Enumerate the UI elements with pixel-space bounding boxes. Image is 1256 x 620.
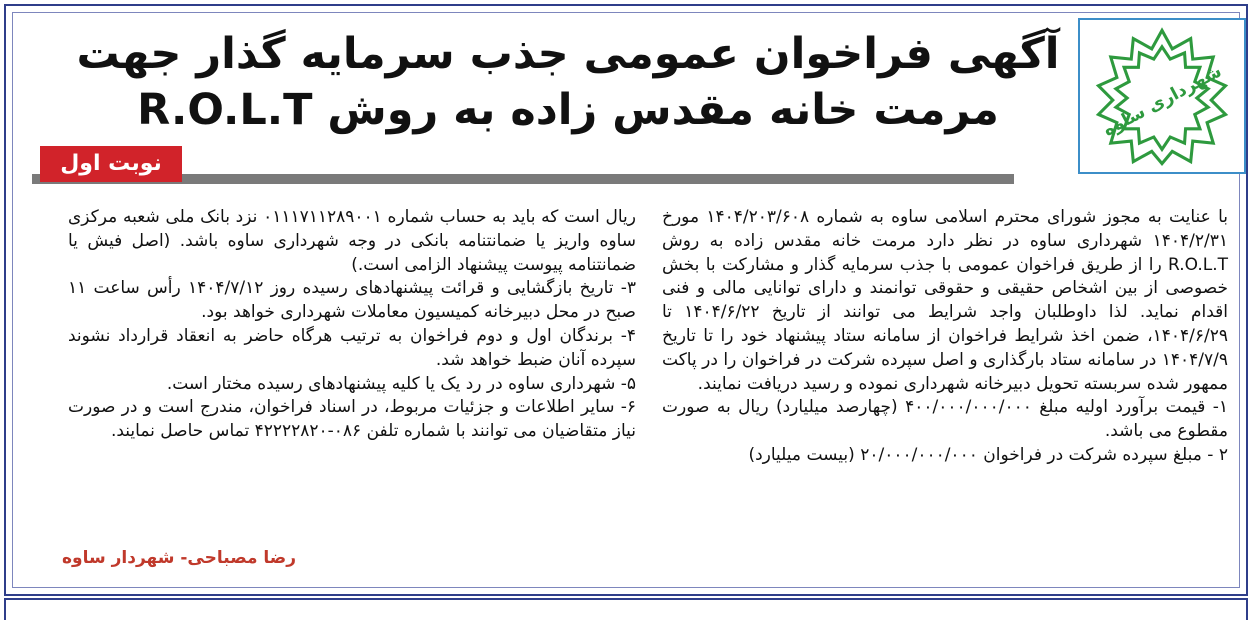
- clause-1: ۱- قیمت برآورد اولیه مبلغ ۴۰۰/۰۰۰/۰۰۰/۰۰۰ (چهارصد میلیارد) ریال به صورت مقطوع می باشد.: [662, 397, 1228, 442]
- title-line-1: آگهی فراخوان عمومی جذب سرمایه گذار جهت: [76, 29, 1060, 79]
- clause-5: ۵- شهرداری ساوه در رد یک یا کلیه پیشنهادهای رسیده مختار است.: [166, 373, 636, 394]
- title-line-2: مرمت خانه مقدس زاده به روش R.O.L.T: [137, 85, 999, 135]
- clause-6: ۶- سایر اطلاعات و جزئیات مربوط، در اسناد فراخوان، مندرج است و در صورت نیاز متقاضیان می توانند با شماره تلفن ۰۸۶-۴۲۲۲۲۸۲۰ تماس حاصل نمایند.: [68, 397, 636, 442]
- notice-column-right: [662, 206, 1228, 468]
- logo-emblem-icon: [1080, 20, 1244, 172]
- clause-3: ۳- تاریخ بازگشایی و قرائت پیشنهادهای رسیده روز ۱۴۰۴/۷/۱۲ رأس ساعت ۱۱ صبح در محل دبیرخانه کمیسیون معاملات شهرداری خواهد بود.: [68, 278, 637, 323]
- clause-2: ۲ - مبلغ سپرده شرکت در فراخوان ۲۰/۰۰۰/۰۰۰/۰۰۰ (بیست میلیارد): [748, 444, 1228, 465]
- publication-round-badge: نوبت اول: [40, 146, 182, 182]
- mayor-signature: رضا مصباحی- شهردار ساوه: [61, 548, 296, 568]
- saveh-municipality-logo: [1078, 18, 1246, 174]
- clause-4: ۴- برندگان اول و دوم فراخوان به ترتیب هرگاه حاضر به انعقاد قرارداد نشوند سپرده آنان ضبط خواهد شد.: [68, 325, 636, 370]
- intro-paragraph: با عنایت به مجوز شورای محترم اسلامی ساوه به شماره ۱۴۰۴/۲۰۳/۶۰۸ مورخ ۱۴۰۴/۲/۳۱ شهرداری ساوه در نظر دارد مرمت خانه مقدس زاده به روش R.O.L.T را از طریق فراخوان عمومی با جذب سرمایه گذار و مشارکت با بخش خصوصی از بین اشخاص حقیقی و حقوقی توانمند و دارای توانایی مالی و فنی اقدام نماید. لذا داوطلبان واجد شرایط می توانند از تاریخ ۱۴۰۴/۶/۲۲ تا ۱۴۰۴/۶/۲۹، ضمن اخذ شرایط فراخوان از سامانه ستاد پیشنهاد خود را تا تاریخ ۱۴۰۴/۷/۹ در سامانه ستاد بارگذاری و اصل سپرده شرکت در فراخوان را در پاکت ممهور شده سربسته تحویل دبیرخانه شهرداری نموده و رسید دریافت نمایند.: [662, 207, 1228, 394]
- logo-text: شهرداری ساوه: [1099, 61, 1226, 141]
- clause-2-continued: ریال است که باید به حساب شماره ۰۱۱۱۷۱۱۲۸۹۰۰۱ نزد بانک ملی شعبه مرکزی ساوه واریز یا ضمانتنامه بانکی در وجه شهرداری ساوه باشد. (اصل فیش یا ضمانتنامه پیوست پیشنهاد الزامی است.): [68, 207, 636, 275]
- ad-title: [70, 26, 1066, 138]
- notice-column-left: [68, 206, 636, 444]
- next-ad-frame: [4, 598, 1248, 620]
